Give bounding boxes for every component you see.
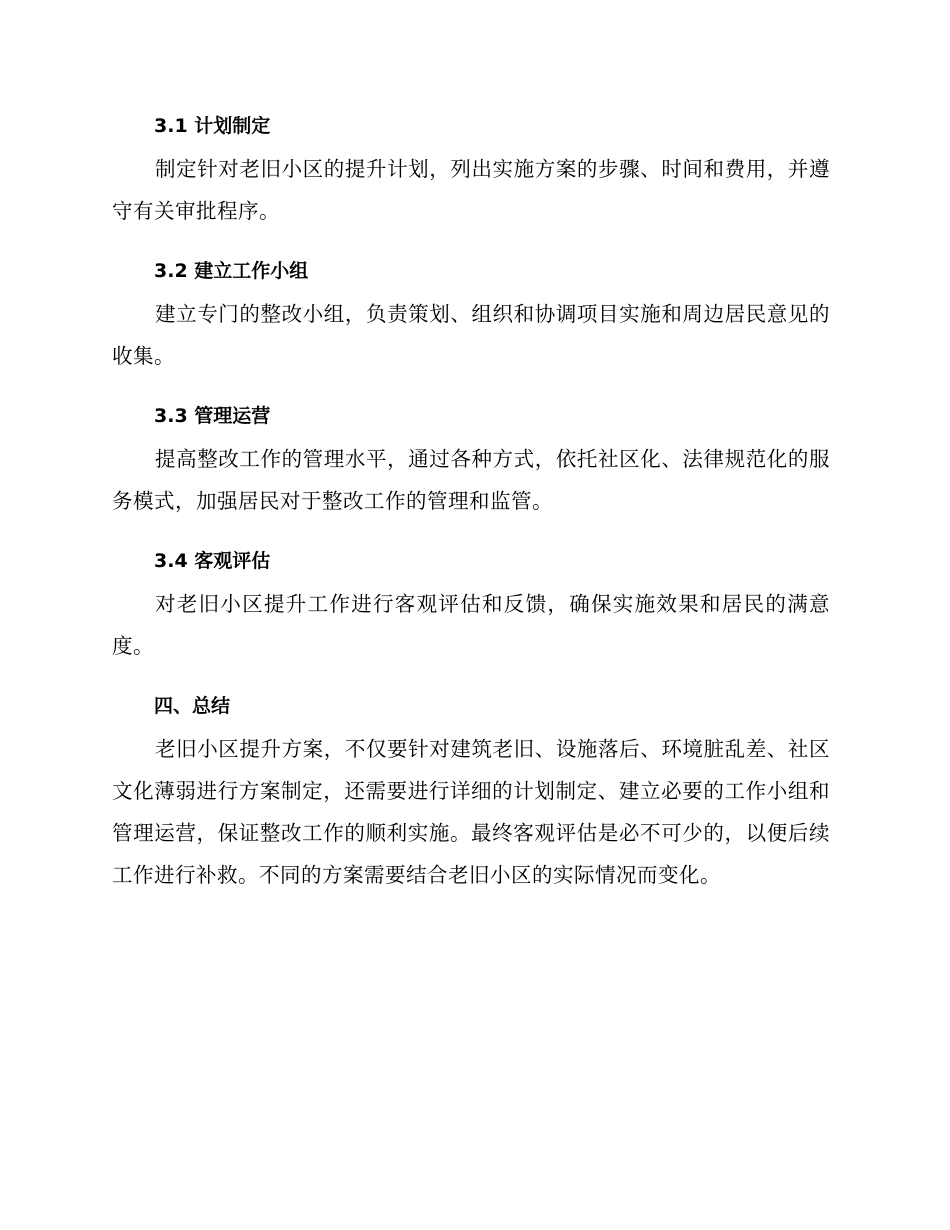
section-paragraph: 制定针对老旧小区的提升计划，列出实施方案的步骤、时间和费用，并遵守有关审批程序。 (112, 157, 830, 223)
document-page (112, 104, 830, 913)
section-3-4 (112, 539, 830, 667)
section-3-2 (112, 249, 830, 377)
section-heading: 3.3 管理运营 (154, 405, 271, 427)
section-summary (112, 684, 830, 896)
section-paragraph: 老旧小区提升方案，不仅要针对建筑老旧、设施落后、环境脏乱差、社区文化薄弱进行方案制定，还需要进行详细的计划制定、建立必要的工作小组和管理运营，保证整改工作的顺利实施。最终客观评估是必不可少的，以便后续工作进行补救。不同的方案需要结合老旧小区的实际情况而变化。 (112, 737, 830, 887)
section-heading: 3.4 客观评估 (154, 550, 271, 572)
section-paragraph: 提高整改工作的管理水平，通过各种方式，依托社区化、法律规范化的服务模式，加强居民对于整改工作的管理和监管。 (112, 447, 830, 513)
section-paragraph: 建立专门的整改小组，负责策划、组织和协调项目实施和周边居民意见的收集。 (112, 302, 830, 368)
section-paragraph: 对老旧小区提升工作进行客观评估和反馈，确保实施效果和居民的满意度。 (112, 592, 830, 658)
section-3-3 (112, 394, 830, 522)
section-heading: 3.2 建立工作小组 (154, 260, 309, 282)
section-heading: 四、总结 (154, 695, 231, 717)
section-heading: 3.1 计划制定 (154, 115, 271, 137)
section-3-1 (112, 104, 830, 232)
